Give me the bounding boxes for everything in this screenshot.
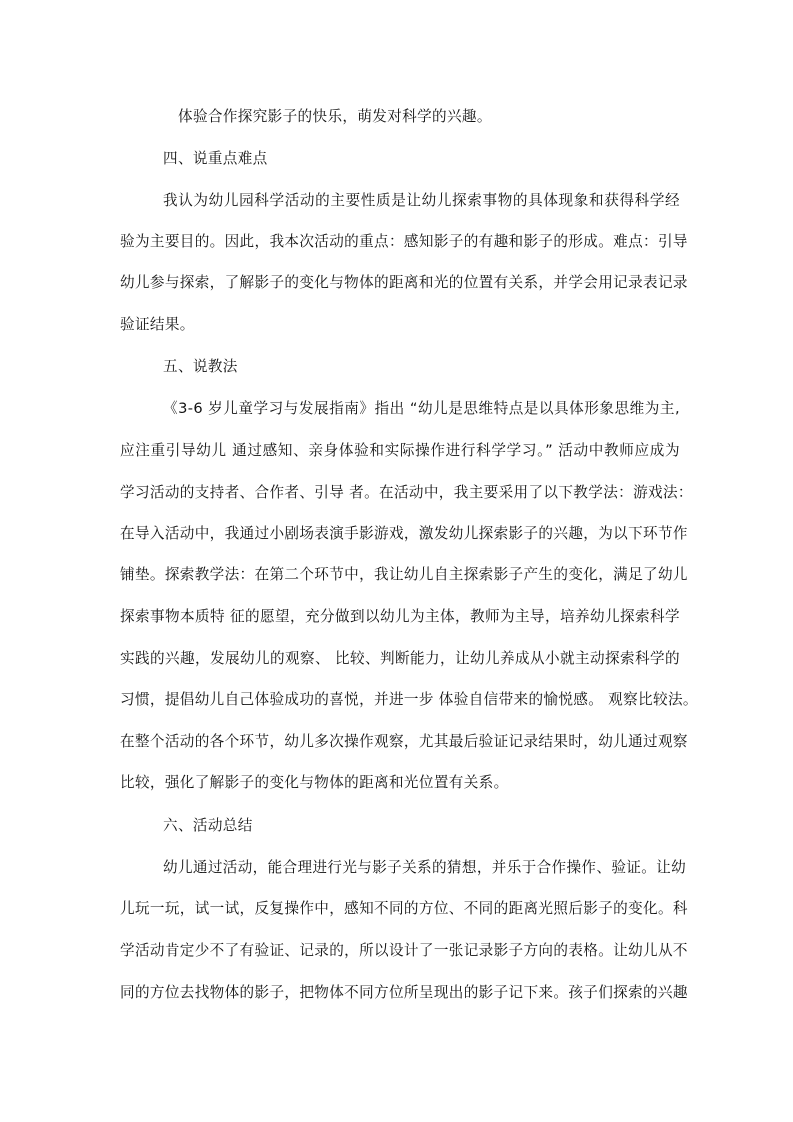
paragraph-line: 铺垫。探索教学法：在第二个环节中，我让幼儿自主探索影子产生的变化，满足了幼儿 [120,566,688,583]
paragraph-line: 我认为幼儿园科学活动的主要性质是让幼儿探索事物的具体现象和获得科学经 [163,192,680,209]
section-heading-key-points: 四、说重点难点 [163,150,268,167]
section-heading-teaching-methods: 五、说教法 [163,358,238,375]
paragraph-line: 习惯，提倡幼儿自己体验成功的喜悦，并进一步 体验自信带来的愉悦感。 观察比较法。 [120,691,698,708]
paragraph-line: 比较，强化了解影子的变化与物体的距离和光位置有关系。 [120,774,509,791]
paragraph-line-goal: 体验合作探究影子的快乐，萌发对科学的兴趣。 [178,108,492,125]
paragraph-line: 《3-6 岁儿童学习与发展指南》指出 “幼儿是思维特点是以具体形象思维为主, [163,400,680,417]
paragraph-line: 同的方位去找物体的影子，把物体不同方位所呈现出的影子记下来。孩子们探索的兴趣 [120,984,688,1001]
paragraph-line: 验为主要目的。因此，我本次活动的重点：感知影子的有趣和影子的形成。难点：引导 [120,233,688,250]
paragraph-line: 幼儿通过活动，能合理进行光与影子关系的猜想，并乐于合作操作、验证。让幼 [163,859,687,876]
paragraph-line: 学习活动的支持者、合作者、引导 者。在活动中，我主要采用了以下教学法：游戏法： [120,484,693,501]
paragraph-line: 在整个活动的各个环节，幼儿多次操作观察，尤其最后验证记录结果时，幼儿通过观察 [120,733,688,750]
paragraph-line: 验证结果。 [120,316,195,333]
paragraph-line: 应注重引导幼儿 通过感知、亲身体验和实际操作进行科学学习。” 活动中教师应成为 [120,442,680,459]
paragraph-line: 实践的兴趣，发展幼儿的观察、 比较、判断能力，让幼儿养成从小就主动探索科学的 [120,650,680,667]
section-heading-summary: 六、活动总结 [163,817,253,834]
paragraph-line: 在导入活动中，我通过小剧场表演手影游戏，激发幼儿探索影子的兴趣，为以下环节作 [120,525,688,542]
paragraph-line: 学活动肯定少不了有验证、记录的，所以设计了一张记录影子方向的表格。让幼儿从不 [120,942,688,959]
paragraph-line: 幼儿参与探索，了解影子的变化与物体的距离和光的位置有关系，并学会用记录表记录 [120,274,688,291]
paragraph-line: 探索事物本质特 征的愿望，充分做到以幼儿为主体，教师为主导，培养幼儿探索科学 [120,608,680,625]
paragraph-line: 儿玩一玩，试一试，反复操作中，感知不同的方位、不同的距离光照后影子的变化。科 [120,900,688,917]
